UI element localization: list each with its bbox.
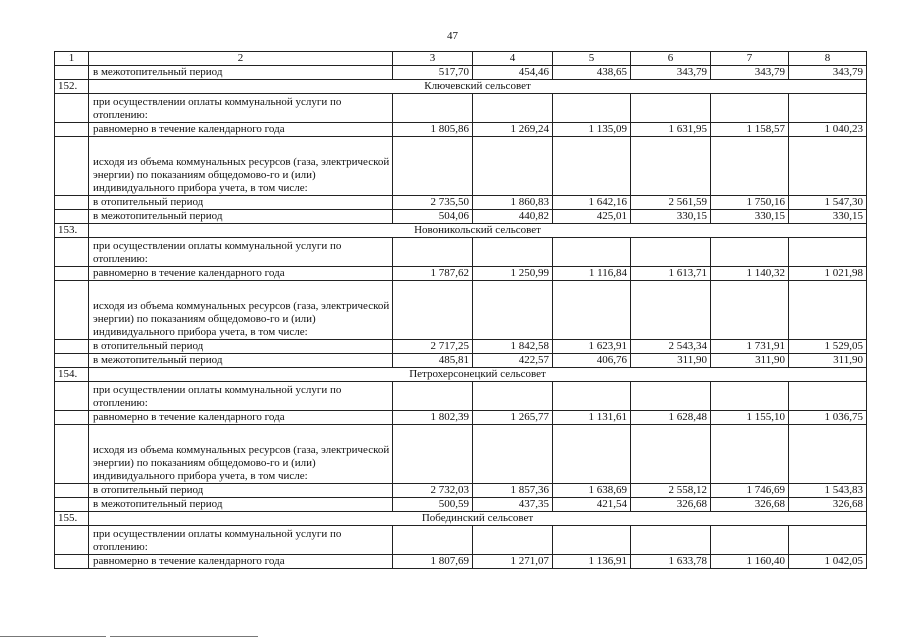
column-header: 7: [711, 52, 789, 66]
value-cell: [553, 94, 631, 123]
section-header-row: [55, 224, 867, 238]
value-cell: [631, 94, 711, 123]
section-header-row: [55, 368, 867, 382]
value-cell: 1 731,91: [711, 340, 789, 354]
value-cell: 1 613,71: [631, 267, 711, 281]
column-header: 2: [89, 52, 393, 66]
index-cell: [55, 498, 89, 512]
value-cell: [789, 137, 867, 196]
table-row: [55, 382, 867, 411]
value-cell: 1 642,16: [553, 196, 631, 210]
index-cell: [55, 66, 89, 80]
value-cell: 1 633,78: [631, 555, 711, 569]
value-cell: 1 529,05: [789, 340, 867, 354]
value-cell: 1 857,36: [473, 484, 553, 498]
value-cell: 1 021,98: [789, 267, 867, 281]
column-header: 6: [631, 52, 711, 66]
row-label: в отопительный период: [89, 484, 393, 498]
value-cell: 1 155,10: [711, 411, 789, 425]
table-row: [55, 137, 867, 196]
value-cell: 330,15: [631, 210, 711, 224]
value-cell: [393, 137, 473, 196]
value-cell: [789, 425, 867, 484]
value-cell: 2 735,50: [393, 196, 473, 210]
value-cell: 1 265,77: [473, 411, 553, 425]
index-cell: [55, 555, 89, 569]
row-label: исходя из объема коммунальных ресурсов (газа, электрической энергии) по показаниям общедомово-го и (или) индивидуального прибора учета, в том числе:: [89, 137, 393, 196]
row-label: в межотопительный период: [89, 354, 393, 368]
row-label: в отопительный период: [89, 196, 393, 210]
index-cell: [55, 123, 89, 137]
page-number: 47: [447, 30, 458, 42]
value-cell: 326,68: [711, 498, 789, 512]
index-cell: [55, 411, 89, 425]
value-cell: [631, 382, 711, 411]
table-row: [55, 238, 867, 267]
table-row: [55, 66, 867, 80]
value-cell: [553, 526, 631, 555]
value-cell: 343,79: [789, 66, 867, 80]
row-label: в межотопительный период: [89, 210, 393, 224]
row-label: при осуществлении оплаты коммунальной услуги по отоплению:: [89, 238, 393, 267]
value-cell: 1 547,30: [789, 196, 867, 210]
row-label: в межотопительный период: [89, 66, 393, 80]
value-cell: 1 807,69: [393, 555, 473, 569]
value-cell: 2 561,59: [631, 196, 711, 210]
value-cell: 1 040,23: [789, 123, 867, 137]
section-index: 153.: [55, 224, 89, 238]
index-cell: [55, 484, 89, 498]
value-cell: [711, 382, 789, 411]
row-label: исходя из объема коммунальных ресурсов (газа, электрической энергии) по показаниям общедомово-го и (или) индивидуального прибора учета, в том числе:: [89, 425, 393, 484]
row-label: при осуществлении оплаты коммунальной услуги по отоплению:: [89, 382, 393, 411]
value-cell: [631, 281, 711, 340]
table-row: [55, 411, 867, 425]
index-cell: [55, 425, 89, 484]
value-cell: 1 250,99: [473, 267, 553, 281]
index-cell: [55, 238, 89, 267]
row-label: при осуществлении оплаты коммунальной услуги по отоплению:: [89, 94, 393, 123]
value-cell: [631, 238, 711, 267]
section-header-row: [55, 512, 867, 526]
value-cell: [711, 238, 789, 267]
value-cell: [789, 281, 867, 340]
value-cell: 1 135,09: [553, 123, 631, 137]
value-cell: 1 158,57: [711, 123, 789, 137]
value-cell: [553, 382, 631, 411]
value-cell: 1 638,69: [553, 484, 631, 498]
table-row: [55, 196, 867, 210]
index-cell: [55, 94, 89, 123]
table-row: [55, 340, 867, 354]
value-cell: [393, 526, 473, 555]
value-cell: 1 140,32: [711, 267, 789, 281]
index-cell: [55, 267, 89, 281]
row-label: исходя из объема коммунальных ресурсов (газа, электрической энергии) по показаниям общедомово-го и (или) индивидуального прибора учета, в том числе:: [89, 281, 393, 340]
value-cell: 2 717,25: [393, 340, 473, 354]
row-label: в межотопительный период: [89, 498, 393, 512]
value-cell: 500,59: [393, 498, 473, 512]
value-cell: [631, 137, 711, 196]
value-cell: 2 732,03: [393, 484, 473, 498]
value-cell: 517,70: [393, 66, 473, 80]
section-title: Новоникольский сельсовет: [89, 224, 867, 238]
value-cell: [393, 425, 473, 484]
value-cell: [393, 94, 473, 123]
value-cell: [789, 238, 867, 267]
value-cell: [631, 425, 711, 484]
value-cell: [473, 281, 553, 340]
value-cell: 330,15: [789, 210, 867, 224]
value-cell: 1 042,05: [789, 555, 867, 569]
value-cell: 1 628,48: [631, 411, 711, 425]
value-cell: 1 787,62: [393, 267, 473, 281]
tariff-table: [54, 51, 867, 569]
value-cell: [393, 382, 473, 411]
value-cell: [553, 137, 631, 196]
table-row: [55, 354, 867, 368]
row-label: равномерно в течение календарного года: [89, 555, 393, 569]
value-cell: 330,15: [711, 210, 789, 224]
column-header: 4: [473, 52, 553, 66]
value-cell: [473, 526, 553, 555]
value-cell: 326,68: [789, 498, 867, 512]
column-header: 8: [789, 52, 867, 66]
section-index: 154.: [55, 368, 89, 382]
value-cell: 343,79: [631, 66, 711, 80]
column-header: 1: [55, 52, 89, 66]
value-cell: [789, 526, 867, 555]
value-cell: 425,01: [553, 210, 631, 224]
value-cell: [711, 137, 789, 196]
value-cell: [553, 425, 631, 484]
index-cell: [55, 196, 89, 210]
value-cell: 438,65: [553, 66, 631, 80]
footer-rule: [0, 636, 106, 637]
value-cell: 1 269,24: [473, 123, 553, 137]
value-cell: [553, 281, 631, 340]
value-cell: [789, 94, 867, 123]
table-row: [55, 484, 867, 498]
value-cell: [393, 238, 473, 267]
row-label: равномерно в течение календарного года: [89, 411, 393, 425]
index-cell: [55, 137, 89, 196]
value-cell: 440,82: [473, 210, 553, 224]
value-cell: 311,90: [631, 354, 711, 368]
value-cell: 1 746,69: [711, 484, 789, 498]
table-row: [55, 498, 867, 512]
section-index: 155.: [55, 512, 89, 526]
column-header: 5: [553, 52, 631, 66]
index-cell: [55, 281, 89, 340]
row-label: равномерно в течение календарного года: [89, 123, 393, 137]
index-cell: [55, 210, 89, 224]
value-cell: [393, 281, 473, 340]
value-cell: 1 860,83: [473, 196, 553, 210]
index-cell: [55, 340, 89, 354]
index-cell: [55, 382, 89, 411]
index-cell: [55, 354, 89, 368]
table-row: [55, 281, 867, 340]
row-label: в отопительный период: [89, 340, 393, 354]
value-cell: [473, 382, 553, 411]
column-header: 3: [393, 52, 473, 66]
section-title: Ключевский сельсовет: [89, 80, 867, 94]
value-cell: 504,06: [393, 210, 473, 224]
value-cell: 1 802,39: [393, 411, 473, 425]
table-row: [55, 555, 867, 569]
table-body: [55, 52, 867, 569]
value-cell: 1 116,84: [553, 267, 631, 281]
value-cell: 454,46: [473, 66, 553, 80]
value-cell: 1 631,95: [631, 123, 711, 137]
value-cell: [473, 425, 553, 484]
value-cell: 2 543,34: [631, 340, 711, 354]
value-cell: 1 805,86: [393, 123, 473, 137]
value-cell: 406,76: [553, 354, 631, 368]
value-cell: 326,68: [631, 498, 711, 512]
value-cell: 485,81: [393, 354, 473, 368]
value-cell: 421,54: [553, 498, 631, 512]
value-cell: [553, 238, 631, 267]
section-header-row: [55, 80, 867, 94]
value-cell: 311,90: [711, 354, 789, 368]
value-cell: [711, 425, 789, 484]
value-cell: [473, 94, 553, 123]
value-cell: [631, 526, 711, 555]
row-label: при осуществлении оплаты коммунальной услуги по отоплению:: [89, 526, 393, 555]
row-label: равномерно в течение календарного года: [89, 267, 393, 281]
table-row: [55, 123, 867, 137]
value-cell: 1 543,83: [789, 484, 867, 498]
value-cell: [711, 526, 789, 555]
column-header-row: [55, 52, 867, 66]
value-cell: 437,35: [473, 498, 553, 512]
value-cell: 343,79: [711, 66, 789, 80]
index-cell: [55, 526, 89, 555]
value-cell: 1 036,75: [789, 411, 867, 425]
value-cell: 1 271,07: [473, 555, 553, 569]
table-row: [55, 526, 867, 555]
value-cell: 311,90: [789, 354, 867, 368]
value-cell: [473, 238, 553, 267]
table-row: [55, 425, 867, 484]
value-cell: 1 131,61: [553, 411, 631, 425]
value-cell: [473, 137, 553, 196]
value-cell: 1 842,58: [473, 340, 553, 354]
value-cell: [711, 281, 789, 340]
value-cell: 1 136,91: [553, 555, 631, 569]
table-row: [55, 94, 867, 123]
value-cell: 422,57: [473, 354, 553, 368]
section-index: 152.: [55, 80, 89, 94]
value-cell: 2 558,12: [631, 484, 711, 498]
value-cell: 1 750,16: [711, 196, 789, 210]
value-cell: 1 160,40: [711, 555, 789, 569]
value-cell: 1 623,91: [553, 340, 631, 354]
value-cell: [711, 94, 789, 123]
footer-rule: [110, 636, 258, 637]
section-title: Петрохерсонецкий сельсовет: [89, 368, 867, 382]
value-cell: [789, 382, 867, 411]
table-row: [55, 210, 867, 224]
table-row: [55, 267, 867, 281]
section-title: Побединский сельсовет: [89, 512, 867, 526]
